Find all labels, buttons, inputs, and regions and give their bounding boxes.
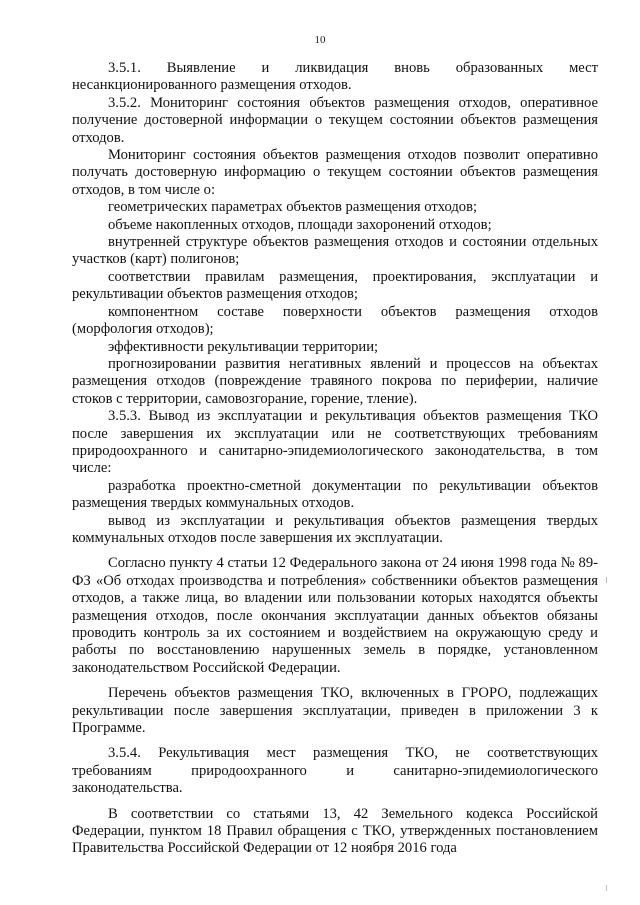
paragraph-federal-law: Согласно пункту 4 статьи 12 Федерального закона от 24 июня 1998 года № 89-ФЗ «Об отходах производства и потребления» собственники объектов размещения отходов, а также лица, во владении или пользовании которых находятся объекты размещения отходов, после окончания эксплуатации данных объектов обязаны проводить контроль за их состоянием и воздействием на окружающую среду и работы по восстановлению нарушенных земель в порядке, установленном законодательством Российской Федерации. <box>72 555 598 676</box>
list-item-recultivation-efficiency: эффективности рекультивации территории; <box>108 338 379 355</box>
list-item-design-documentation: разработка проектно-сметной документации по рекультивации объектов размещения твердых коммунальных отходов. <box>72 477 598 512</box>
list-item-internal-structure: внутренней структуре объектов размещения отходов и состоянии отдельных участков (карт) полигонов; <box>72 234 598 268</box>
list-item-compliance-rules: соответствии правилам размещения, проектирования, эксплуатации и рекультивации объектов размещения отходов; <box>72 268 598 303</box>
list-item-accumulated-volume: объеме накопленных отходов, площади захоронений отходов; <box>108 216 492 233</box>
paragraph-3-5-2: 3.5.2. Мониторинг состояния объектов размещения отходов, оперативное получение достоверной информации о текущем состоянии объектов размещения отходов. <box>72 94 598 146</box>
paragraph-3-5-4: 3.5.4. Рекультивация мест размещения ТКО, не соответствующих требованиям природоохранного и санитарно-эпидемиологического законодательства. <box>72 745 598 797</box>
paragraph-3-5-1: 3.5.1. Выявление и ликвидация вновь образованных мест несанкционированного размещения отходов. <box>72 60 598 94</box>
paragraph-monitoring-intro: Мониторинг состояния объектов размещения отходов позволит оперативно получать достоверную информацию о текущем состоянии объектов размещения отходов, в том числе о: <box>72 147 598 198</box>
scan-margin-mark <box>606 885 607 891</box>
page-number: 10 <box>314 34 326 46</box>
document-body <box>72 60 598 858</box>
list-item-geometric-parameters: геометрических параметрах объектов размещения отходов; <box>108 199 478 216</box>
list-item-forecasting: прогнозировании развития негативных явлений и процессов на объектах размещения отходов (повреждение травяного покрова по периферии, наличие стоков с территории, самовозгорание, горение, тление). <box>72 355 598 407</box>
list-item-decommissioning: вывод из эксплуатации и рекультивация объектов размещения твердых коммунальных отходов после завершения их эксплуатации. <box>72 512 598 546</box>
paragraph-3-5-3: 3.5.3. Вывод из эксплуатации и рекультивация объектов размещения ТКО после завершения их эксплуатации или не соответствующих требованиям природоохранного и санитарно-эпидемиологического законодательства, в том числе: <box>72 408 598 477</box>
paragraph-land-code: В соответствии со статьями 13, 42 Земельного кодекса Российской Федерации, пунктом 18 Правил обращения с ТКО, утвержденных постановлением Правительства Российской Федерации от 12 ноября 2016 года <box>72 805 598 857</box>
paragraph-groro-list: Перечень объектов размещения ТКО, включенных в ГРОРО, подлежащих рекультивации после завершения эксплуатации, приведен в приложении 3 к Программе. <box>72 685 598 737</box>
scan-margin-mark <box>606 577 607 583</box>
list-item-component-composition: компонентном составе поверхности объектов размещения отходов (морфология отходов); <box>72 303 598 338</box>
